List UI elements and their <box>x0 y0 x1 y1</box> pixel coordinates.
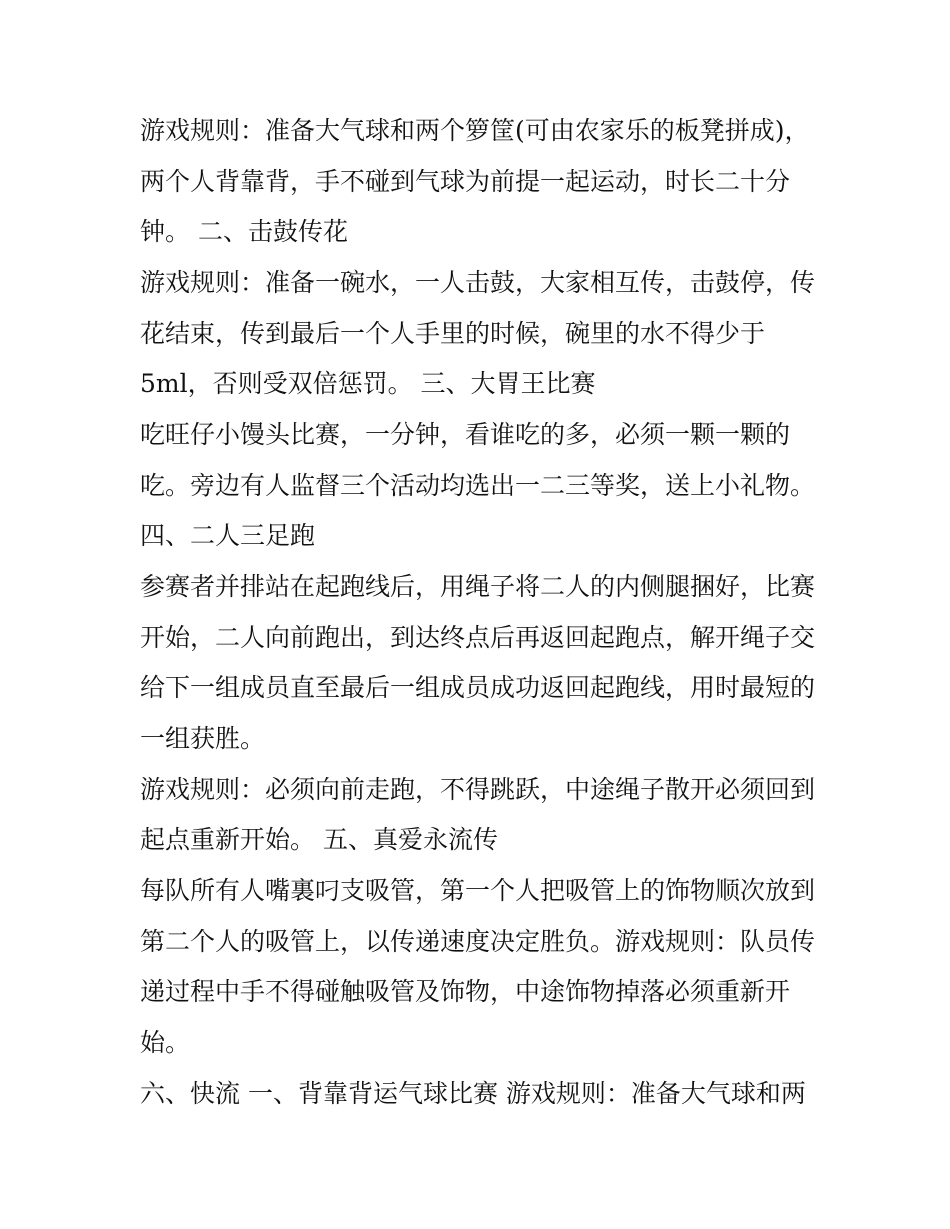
text-line: 吃。旁边有人监督三个活动均选出一二三等奖，送上小礼物。 <box>140 471 816 500</box>
text-line: 游戏规则：必须向前走跑，不得跳跃，中途绳子散开必须回到 <box>140 775 816 804</box>
text-line: 游戏规则：准备一碗水，一人击鼓，大家相互传，击鼓停，传 <box>140 268 816 297</box>
text-line: 游戏规则：准备大气球和两个箩筐(可由农家乐的板凳拼成)， <box>140 116 810 145</box>
text-line: 吃旺仔小馒头比赛，一分钟，看谁吃的多，必须一颗一颗的 <box>140 420 791 449</box>
text-line: 起点重新开始。 五、真爱永流传 <box>140 825 498 854</box>
text-line: 开始，二人向前跑出，到达终点后再返回起跑点，解开绳子交 <box>140 623 816 652</box>
text-line: 每队所有人嘴裏叼支吸管，第一个人把吸管上的饰物顺次放到 <box>140 876 816 905</box>
text-line: 四、二人三足跑 <box>140 521 316 550</box>
text-line: 递过程中手不得碰触吸管及饰物，中途饰物掉落必须重新开 <box>140 977 791 1006</box>
text-line: 花结束，传到最后一个人手里的时候，碗里的水不得少于 <box>140 319 766 348</box>
text-line: 始。 <box>140 1028 191 1057</box>
text-line: 钟。 二、击鼓传花 <box>140 217 348 246</box>
text-line: 参赛者并排站在起跑线后，用绳子将二人的内侧腿捆好，比赛 <box>140 572 816 601</box>
text-line: 第二个人的吸管上，以传递速度决定胜负。游戏规则：队员传 <box>140 927 816 956</box>
text-line: 两个人背靠背，手不碰到气球为前提一起运动，时长二十分 <box>140 167 791 196</box>
text-line: 一组获胜。 <box>140 724 266 753</box>
text-line: 给下一组成员直至最后一组成员成功返回起跑线，用时最短的 <box>140 673 816 702</box>
text-line: 六、快流 一、背靠背运气球比赛 游戏规则：准备大气球和两 <box>140 1079 806 1108</box>
text-line: 5ml，否则受双倍惩罚。 三、大胃王比赛 <box>140 369 596 398</box>
